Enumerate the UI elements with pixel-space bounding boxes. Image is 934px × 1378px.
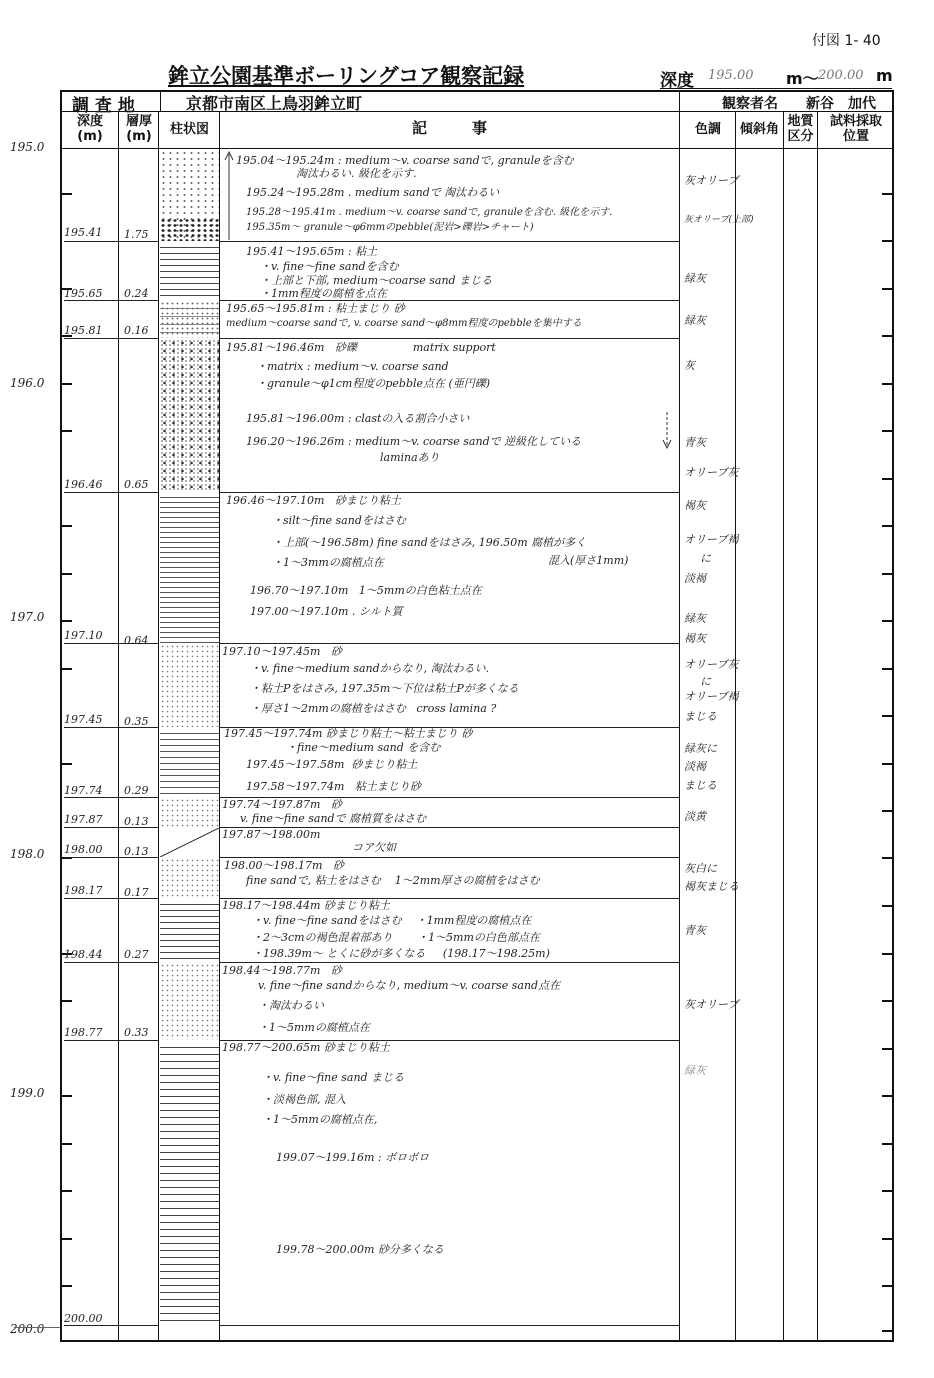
scale-label: 200.0: [10, 1322, 45, 1336]
boundary-thickness: 0.64: [124, 634, 149, 647]
note-line: 混入(厚さ1mm): [548, 554, 629, 567]
note-line: v. fine〜fine sandで 腐植質をはさむ: [240, 812, 427, 825]
color-entry: オリーブ褐: [684, 533, 739, 546]
color-entry: 淡黄: [684, 810, 706, 823]
scale-tick: [882, 1048, 894, 1050]
note-line: ・v. fine〜fine sand まじる: [262, 1071, 405, 1084]
scale-tick: [882, 620, 894, 622]
scale-tick: [882, 193, 894, 195]
note-line: 195.35m〜 granule〜φ6mmのpebble(泥岩>礫岩>チャート): [246, 222, 534, 233]
color-entry: 淡褐: [684, 760, 706, 773]
boundary-depth: 198.77: [64, 1026, 103, 1039]
note-line: 198.17〜198.44m 砂まじり粘土: [222, 899, 390, 912]
depth-range-label: 深度: [660, 71, 694, 91]
notes-boundary: [219, 1325, 679, 1326]
scale-tick: [60, 1285, 72, 1287]
color-entry: 緑灰に: [684, 742, 717, 755]
note-line: ・上部と下部, medium〜coarse sand まじる: [260, 274, 493, 287]
boundary-thickness: 0.16: [124, 324, 149, 337]
note-line: ・厚さ1〜2mmの腐植をはさむ cross lamina ?: [250, 702, 497, 715]
boundary-thickness: 0.17: [124, 886, 149, 899]
note-line: ・fine〜medium sand を含む: [286, 741, 441, 754]
notes-boundary: [219, 643, 679, 644]
scale-tick: [882, 1000, 894, 1002]
note-line: 197.87〜198.00m: [222, 828, 321, 841]
note-line: ・granule〜φ1cm程度のpebble点在 (亜円礫): [256, 377, 491, 390]
note-line: ・1〜5mmの腐植点在,: [262, 1113, 378, 1126]
page-reference: 付図 1- 40: [812, 33, 881, 49]
note-line: ・淘汰わるい: [258, 999, 324, 1012]
note-line: 198.44〜198.77m 砂: [222, 964, 342, 977]
boundary-thickness: 1.75: [124, 228, 149, 241]
note-line: ・1〜5mmの腐植点在: [258, 1021, 370, 1034]
column-gravel: [160, 339, 219, 492]
scale-label: 199.0: [10, 1086, 45, 1100]
boundary-thickness: 0.13: [124, 845, 149, 858]
note-line: 197.58〜197.74m 粘土まじり砂: [246, 780, 421, 793]
scale-label: 198.0: [10, 847, 45, 861]
note-line: 197.45〜197.58m 砂まじり粘土: [246, 758, 418, 771]
header-bottom-line: [60, 148, 894, 149]
notes-boundary: [219, 300, 679, 301]
location-divider: [160, 90, 161, 111]
column-sandy-clay: [160, 493, 219, 643]
color-entry: 灰オリーブ: [684, 998, 739, 1011]
color-entry: 褐灰まじる: [684, 880, 739, 893]
col-header-dip: 傾斜角: [739, 122, 779, 137]
scale-end-line: [14, 1327, 60, 1328]
notes-boundary: [219, 492, 679, 493]
color-entry: オリーブ灰: [684, 658, 739, 671]
boundary-thickness: 0.35: [124, 715, 149, 728]
col-divider-thickness: [158, 111, 159, 1342]
scale-tick: [882, 905, 894, 907]
boundary-depth: 197.74: [64, 784, 103, 797]
note-line: 195.24〜195.28m . medium sandで 淘汰わるい: [246, 186, 500, 199]
boundary-depth: 197.87: [64, 813, 103, 826]
note-line: 196.20〜196.26m : medium〜v. coarse sandで 逆級化している: [246, 435, 582, 448]
color-entry: 緑灰: [684, 272, 706, 285]
note-line: 195.81〜196.46m 砂礫 matrix support: [226, 341, 496, 354]
color-entry: 淡褐: [684, 572, 706, 585]
note-line: ・v. fine〜fine sandを含む: [260, 260, 399, 273]
note-line: 195.04〜195.24m : medium〜v. coarse sandで, granuleを含む: [236, 154, 574, 167]
column-core-loss: [160, 828, 219, 857]
boundary-depth: 198.00: [64, 843, 103, 856]
note-line: 195.41〜195.65m : 粘土: [246, 245, 378, 258]
layer-boundary: [64, 300, 158, 301]
layer-boundary: [64, 962, 158, 963]
column-clay: [160, 242, 219, 300]
scale-tick: [882, 715, 894, 717]
boundary-depth: 197.10: [64, 629, 103, 642]
note-line: ・silt〜fine sandをはさむ: [272, 514, 406, 527]
boundary-thickness: 0.65: [124, 478, 149, 491]
scale-tick: [882, 668, 894, 670]
scale-tick: [882, 478, 894, 480]
note-line: ・198.39m〜 とくに砂が多くなる (198.17〜198.25m): [252, 947, 550, 960]
scale-tick: [882, 525, 894, 527]
boundary-depth: 198.17: [64, 884, 103, 897]
observer-name: 新谷 加代: [806, 96, 876, 112]
scale-tick: [60, 573, 72, 575]
color-entry: 灰: [684, 359, 695, 372]
notes-boundary: [219, 241, 679, 242]
observer-divider: [679, 90, 680, 111]
color-entry: 灰オリーブ(上部): [684, 215, 754, 225]
note-line: 197.10〜197.45m 砂: [222, 645, 342, 658]
layer-boundary: [64, 797, 158, 798]
note-line: ・1〜3mmの腐植点在: [272, 556, 384, 569]
column-sand: [160, 644, 219, 727]
boundary-depth: 200.00: [64, 1312, 103, 1325]
color-entry: オリーブ灰: [684, 466, 739, 479]
color-entry: 青灰: [684, 436, 706, 449]
note-line: 196.70〜197.10m 1〜5mmの白色粘土点在: [250, 584, 482, 597]
scale-label: 197.0: [10, 610, 45, 624]
boundary-depth: 195.81: [64, 324, 103, 337]
notes-boundary: [219, 962, 679, 963]
depth-range-to: 200.00: [818, 68, 864, 83]
page-title: 鉾立公園基準ボーリングコア観察記録: [168, 64, 525, 88]
scale-tick: [60, 620, 72, 622]
observer-label: 観察者名: [722, 96, 778, 112]
scale-tick: [882, 335, 894, 337]
note-line: ・2〜3cmの褐色混着部あり ・1〜5mmの白色部点在: [252, 931, 540, 944]
scale-tick: [60, 1190, 72, 1192]
boundary-depth: 196.46: [64, 478, 103, 491]
scale-tick: [60, 1143, 72, 1145]
col-divider-dip: [783, 111, 784, 1342]
scale-tick: [60, 763, 72, 765]
boundary-depth: 197.45: [64, 713, 103, 726]
scale-tick: [882, 1285, 894, 1287]
grading-arrow: [224, 150, 234, 242]
boundary-thickness: 0.24: [124, 287, 149, 300]
column-clayey-sand: [160, 301, 219, 338]
color-entry: 褐灰: [684, 632, 706, 645]
note-line: ・上部(〜196.58m) fine sandをはさみ, 196.50m 腐植が多く: [272, 536, 587, 549]
layer-boundary: [64, 1325, 158, 1326]
scale-tick: [60, 430, 72, 432]
depth-range-sep: m〜: [786, 69, 819, 88]
scale-tick: [60, 668, 72, 670]
scale-tick: [882, 430, 894, 432]
column-sand-3: [160, 858, 219, 898]
note-line: コア欠如: [352, 841, 396, 854]
color-entry: オリーブ褐: [684, 690, 739, 703]
color-entry: 緑灰: [684, 1064, 706, 1077]
scale-tick: [882, 288, 894, 290]
boundary-depth: 195.65: [64, 287, 103, 300]
note-line: 195.65〜195.81m : 粘土まじり 砂: [226, 302, 405, 315]
scale-tick: [882, 573, 894, 575]
note-line: fine sandで, 粘土をはさむ 1〜2mm厚さの腐植をはさむ: [246, 874, 540, 887]
column-sand-2: [160, 798, 219, 827]
scale-tick: [60, 1238, 72, 1240]
note-line: 197.00〜197.10m . シルト質: [250, 605, 403, 618]
scale-tick: [882, 857, 894, 859]
boundary-depth: 195.41: [64, 226, 103, 239]
boundary-thickness: 0.27: [124, 948, 149, 961]
inverse-grading-arrow: [662, 410, 672, 450]
scale-tick: [882, 763, 894, 765]
note-line: ・v. fine〜medium sandからなり, 淘汰わるい.: [250, 662, 490, 675]
col-header-thickness: 層厚 (m): [125, 114, 152, 144]
note-line: 195.28〜195.41m . medium〜v. coarse sandで, granuleを含む. 級化を示す.: [246, 207, 613, 218]
note-line: 197.74〜197.87m 砂: [222, 798, 342, 811]
color-entry: 青灰: [684, 924, 706, 937]
note-line: 198.00〜198.17m 砂: [224, 859, 344, 872]
color-entry: 緑灰: [684, 612, 706, 625]
color-entry: 褐灰: [684, 499, 706, 512]
col-divider-color: [735, 111, 736, 1342]
depth-range-unit: m: [876, 66, 893, 85]
survey-label: 調 査 地: [72, 96, 135, 116]
note-line: medium〜coarse sandで, v. coarse sand〜φ8mm程度のpebbleを集中する: [226, 318, 582, 329]
col-header-color: 色調: [694, 122, 721, 137]
column-sandy-clay-2: [160, 728, 219, 797]
note-line: 195.81〜196.00m : clastの入る割合小さい: [246, 412, 470, 425]
scale-tick: [882, 240, 894, 242]
note-line: 199.07〜199.16m : ボロボロ: [276, 1151, 430, 1164]
boundary-thickness: 0.13: [124, 815, 149, 828]
notes-boundary: [219, 338, 679, 339]
note-line: ・v. fine〜fine sandをはさむ ・1mm程度の腐植点在: [252, 914, 532, 927]
scale-tick: [60, 1095, 72, 1097]
note-line: ・淡褐色部, 混入: [262, 1093, 346, 1106]
scale-tick: [60, 383, 72, 385]
scale-label: 195.0: [10, 140, 45, 154]
col-header-sample: 試料採取 位置: [829, 114, 882, 144]
note-line: laminaあり: [380, 451, 440, 464]
column-sand-4: [160, 963, 219, 1040]
col-divider-notes: [679, 111, 680, 1342]
note-line: ・1mm程度の腐植を点在: [260, 287, 387, 300]
col-divider-geo: [817, 111, 818, 1342]
scale-tick: [882, 1095, 894, 1097]
color-entry: 緑灰: [684, 314, 706, 327]
note-line: 196.46〜197.10m 砂まじり粘土: [226, 494, 401, 507]
color-entry: に: [700, 675, 711, 688]
scale-label: 196.0: [10, 376, 45, 390]
color-entry: に: [700, 552, 711, 565]
note-line: ・matrix : medium〜v. coarse sand: [256, 360, 449, 373]
color-entry: まじる: [684, 710, 717, 723]
note-line: ・粘土Pをはさみ, 197.35m〜下位は粘土Pが多くなる: [250, 682, 519, 695]
scale-tick: [882, 1238, 894, 1240]
layer-boundary: [64, 338, 158, 339]
scale-tick: [882, 1330, 894, 1332]
color-entry: 灰白に: [684, 862, 717, 875]
note-line: 198.77〜200.65m 砂まじり粘土: [222, 1041, 390, 1054]
boundary-thickness: 0.29: [124, 784, 149, 797]
col-header-geo: 地質 区分: [787, 114, 814, 144]
scale-tick: [882, 810, 894, 812]
location-text: 京都市南区上鳥羽鉾立町: [186, 94, 363, 113]
boundary-thickness: 0.33: [124, 1026, 149, 1039]
scale-tick: [882, 1143, 894, 1145]
layer-boundary: [64, 492, 158, 493]
title-underline: [660, 88, 892, 89]
scale-tick: [60, 525, 72, 527]
boundary-depth: 198.44: [64, 948, 103, 961]
scale-tick: [882, 383, 894, 385]
note-line: v. fine〜fine sandからなり, medium〜v. coarse sand点在: [258, 979, 561, 992]
scale-tick: [882, 1190, 894, 1192]
note-line: 199.78〜200.00m 砂分多くなる: [276, 1243, 444, 1256]
color-entry: まじる: [684, 779, 717, 792]
col-header-depth: 深度 (m): [76, 114, 103, 144]
col-header-column: 柱状図: [169, 122, 209, 137]
scale-tick: [60, 1000, 72, 1002]
color-entry: 灰オリーブ: [684, 174, 739, 187]
column-sandy-clay-3: [160, 899, 219, 962]
notes-boundary: [219, 857, 679, 858]
note-line: 197.45〜197.74m 砂まじり粘土〜粘土まじり 砂: [224, 727, 473, 740]
layer-boundary: [64, 241, 158, 242]
note-line: 淘汰わるい. 級化を示す.: [296, 167, 417, 180]
column-sandy-clay-4: [160, 1041, 219, 1325]
col-header-notes: 記 事: [411, 119, 487, 137]
depth-range-from: 195.00: [708, 68, 754, 83]
column-gravel-band: [160, 218, 219, 241]
scale-tick: [882, 953, 894, 955]
layer-boundary: [64, 1040, 158, 1041]
scale-tick: [60, 193, 72, 195]
